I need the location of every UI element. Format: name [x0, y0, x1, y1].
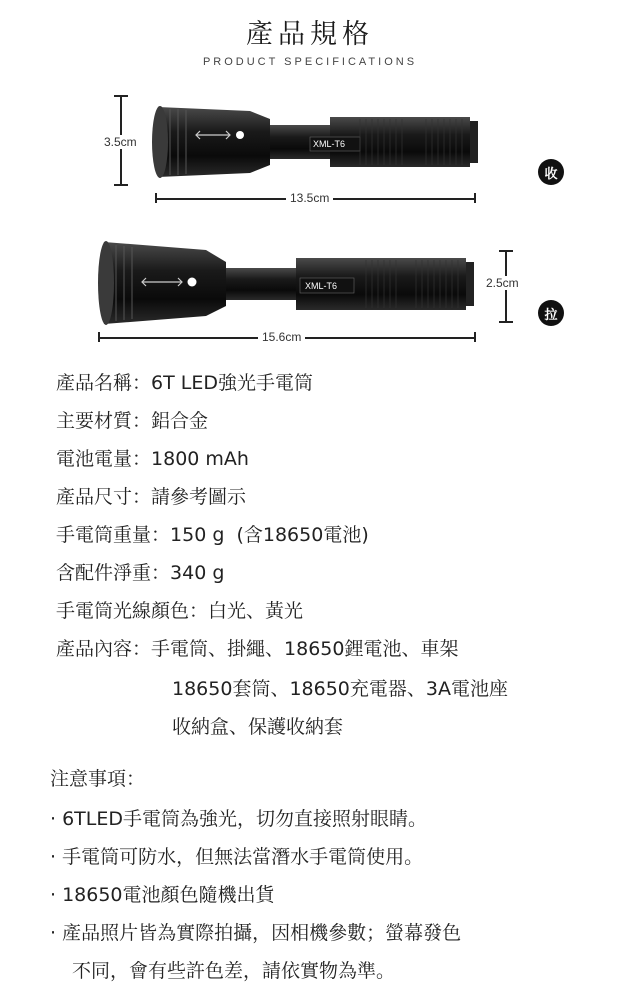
height-label: 2.5cm: [482, 276, 523, 290]
note-item: · 手電筒可防水，但無法當潛水手電筒使用。: [50, 846, 424, 868]
length-cap-right: [474, 332, 476, 342]
model-label: XML-T6: [313, 139, 346, 149]
spec-label: 手電筒光線顏色：: [56, 600, 209, 622]
spec-continuation: 18650套筒、18650充電器、3A電池座: [172, 678, 508, 700]
length-label: 13.5cm: [286, 191, 333, 205]
spec-value: 150 g (含18650電池): [170, 524, 369, 546]
spec-value: 手電筒、掛繩、18650鋰電池、車架: [151, 638, 459, 660]
spec-row: [56, 444, 249, 471]
spec-row: [56, 634, 458, 661]
spec-row: [56, 368, 313, 395]
model-label: XML-T6: [305, 281, 338, 291]
spec-row: [56, 558, 224, 585]
spec-label: 電池電量：: [56, 448, 152, 470]
spec-label: 產品內容：: [56, 638, 152, 660]
height-label: 3.5cm: [100, 135, 141, 149]
note-item: · 18650電池顏色隨機出貨: [50, 884, 275, 906]
spec-label: 產品名稱：: [56, 372, 152, 394]
note-item: · 6TLED手電筒為強光，切勿直接照射眼睛。: [50, 808, 427, 830]
page-subtitle: PRODUCT SPECIFICATIONS: [202, 56, 418, 68]
spec-row: [56, 482, 246, 509]
height-cap-bottom: [499, 321, 513, 323]
spec-continuation: 收納盒、保護收納套: [172, 716, 344, 738]
spec-value: 1800 mAh: [151, 448, 249, 470]
retracted-badge: 收: [538, 159, 564, 185]
notes-title: 注意事項：: [50, 768, 146, 790]
spec-label: 產品尺寸：: [56, 486, 152, 508]
note-item-continuation: 不同，會有些許色差，請依實物為準。: [72, 960, 396, 982]
flashlight-extended-image: [96, 236, 486, 331]
extended-badge: 拉: [538, 300, 564, 326]
flashlight-retracted-image: [150, 95, 490, 190]
spec-label: 手電筒重量：: [56, 524, 171, 546]
spec-label: 主要材質：: [56, 410, 152, 432]
spec-row: [56, 596, 303, 623]
height-cap-bottom: [114, 184, 128, 186]
page-title: 產品規格: [246, 19, 374, 50]
spec-value: 請參考圖示: [151, 486, 247, 508]
length-cap-right: [474, 193, 476, 203]
spec-value: 白光、黃光: [208, 600, 304, 622]
length-label: 15.6cm: [258, 330, 305, 344]
spec-label: 含配件淨重：: [56, 562, 171, 584]
spec-row: [56, 520, 369, 547]
note-item: · 產品照片皆為實際拍攝，因相機參數；螢幕發色: [50, 922, 462, 944]
spec-value: 6T LED強光手電筒: [151, 372, 313, 394]
spec-row: [56, 406, 208, 433]
spec-value: 340 g: [170, 562, 225, 584]
spec-value: 鋁合金: [151, 410, 209, 432]
